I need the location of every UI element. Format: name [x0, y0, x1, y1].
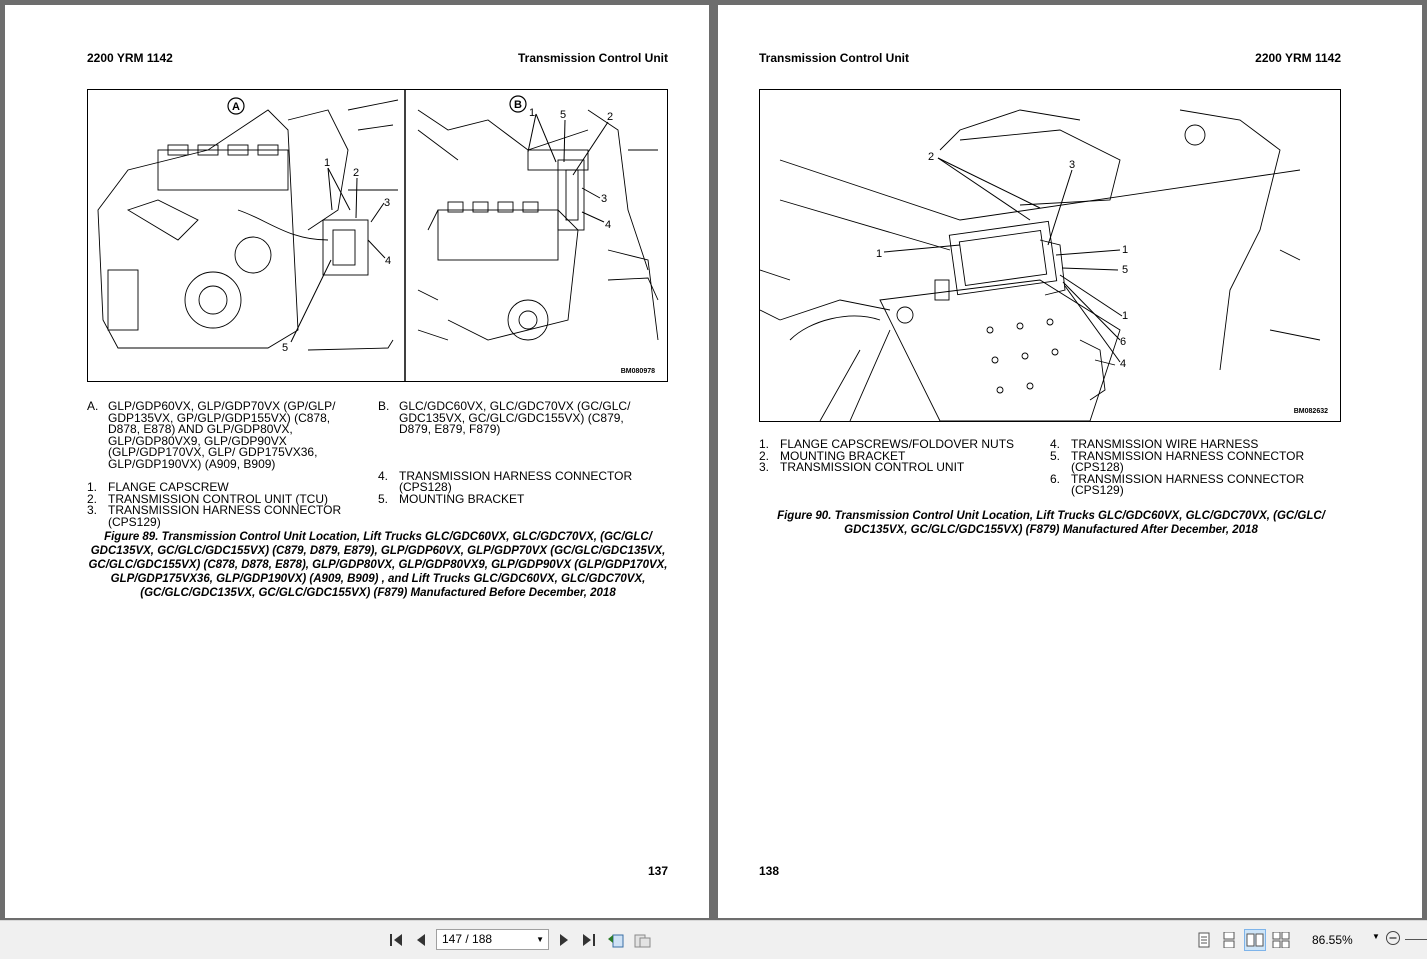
legend-item: 1. FLANGE CAPSCREW — [87, 480, 229, 494]
zoom-dropdown-icon[interactable]: ▼ — [1372, 932, 1380, 941]
zoom-level[interactable]: 86.55% — [1312, 933, 1353, 947]
svg-text:1: 1 — [324, 157, 331, 169]
continuous-facing-icon[interactable] — [1270, 929, 1292, 951]
figure-code: BM082632 — [1293, 408, 1328, 415]
legend-item: 4. TRANSMISSION HARNESS CONNECTOR (CPS128) — [378, 468, 633, 494]
panel-b-leaders — [528, 114, 608, 222]
svg-text:4: 4 — [605, 219, 612, 231]
page-number: 137 — [647, 864, 668, 878]
last-page-icon[interactable] — [578, 929, 600, 951]
figure-90-illustration — [759, 89, 1341, 422]
viewer-toolbar — [0, 920, 1427, 959]
figure-89-caption: Figure 89. Transmission Control Unit Location, Lift Trucks GLC/GDC60VX, GLC/GDC70VX, (GC/GLC/ GDC135VX, GC/GLC/GDC155VX) (C879, D879, E879), GLP/GDP60VX, GLP/GDP70VX (GC/GLC/GDC135VX, GC/GLC/GDC155VX) (C878, D878, E878), GLP/GDP80VX, GLP/GDP80VX9, GLP/GDP90VX (GLP/GDP170VX, GLP/GDP175VX36, GLP/GDP190VX) (A909, B909) , and Lift Trucks GLC/GDC60VX, GLC/GDC70VX, (GC/GLC/GDC135VX, GC/GLC/GDC155VX) (F879) Manufactured Before December, 2018 — [88, 531, 668, 599]
panel-a-leaders — [291, 168, 385, 342]
legend-item: 4. TRANSMISSION WIRE HARNESS — [1050, 437, 1259, 451]
svg-text:2: 2 — [353, 167, 360, 179]
svg-text:5: 5 — [1122, 264, 1129, 276]
previous-page-icon[interactable] — [410, 929, 432, 951]
svg-text:1: 1 — [1122, 244, 1129, 256]
figure-90-drawing — [760, 90, 1340, 421]
first-page-icon[interactable] — [385, 929, 407, 951]
svg-text:2: 2 — [928, 151, 935, 163]
panel-b-callouts — [529, 107, 613, 231]
header-doc-id: 2200 YRM 1142 — [87, 51, 173, 65]
panel-b-label: B — [514, 99, 522, 111]
legend-item: 2. MOUNTING BRACKET — [759, 448, 906, 463]
figure-89-illustration — [87, 89, 668, 382]
panel-a-label: A — [232, 101, 240, 113]
svg-text:2: 2 — [607, 111, 614, 123]
svg-text:1: 1 — [1122, 310, 1129, 322]
document-page-right — [718, 5, 1422, 918]
legend-item: 3. TRANSMISSION HARNESS CONNECTOR (CPS129) — [87, 503, 342, 529]
legend-item: 5. MOUNTING BRACKET — [378, 491, 525, 506]
figure-90-legend-left — [759, 439, 1029, 474]
legend-item: 1. FLANGE CAPSCREWS/FOLDOVER NUTS — [759, 437, 1015, 451]
next-view-icon[interactable] — [631, 929, 653, 951]
chevron-down-icon: ▼ — [536, 935, 544, 944]
svg-text:3: 3 — [384, 197, 391, 209]
figure-code: BM080978 — [620, 368, 655, 375]
legend-item: 2. TRANSMISSION CONTROL UNIT (TCU) — [87, 491, 329, 506]
figure-89-drawing — [88, 90, 667, 381]
figure-90-caption: Figure 90. Transmission Control Unit Location, Lift Trucks GLC/GDC60VX, GLC/GDC70VX, (GC/GLC/ GDC135VX, GC/GLC/GDC155VX) (F879) Manufactured After December, 2018 — [777, 510, 1325, 536]
zoom-out-icon[interactable] — [1385, 930, 1401, 951]
header-doc-id: 2200 YRM 1142 — [1255, 51, 1341, 65]
zoom-slider[interactable] — [1405, 939, 1427, 940]
next-page-icon[interactable] — [553, 929, 575, 951]
figure-90-leaders — [884, 158, 1122, 362]
variant-a-description: A. GLP/GDP60VX, GLP/GDP70VX (GP/GLP/ GDP135VX, GP/GLP/GDP155VX) (C878, D878, E878) AND GLP/GDP80VX, GLP/GDP80VX9, GLP/GDP90VX (GLP/GDP170VX, GLP/ GDP175VX36, GLP/GDP190VX) (A909, B909) 1. FLANGE CAPSCREW 2. TRANSMISSION CONTROL UNIT (TCU) 3. TRANSMISSION HARNESS CONNECTOR (CPS129) — [87, 401, 357, 528]
header-section-title: Transmission Control Unit — [759, 51, 910, 65]
svg-text:3: 3 — [601, 193, 608, 205]
document-page-left — [5, 5, 709, 918]
continuous-page-icon[interactable] — [1218, 929, 1240, 951]
svg-text:1: 1 — [876, 248, 883, 260]
previous-view-icon[interactable] — [605, 929, 627, 951]
panel-b-transmission-sketch — [418, 110, 658, 340]
legend-item: 5. TRANSMISSION HARNESS CONNECTOR (CPS128) — [1050, 448, 1305, 474]
legend-item: 3. TRANSMISSION CONTROL UNIT — [759, 460, 965, 474]
svg-text:4: 4 — [385, 255, 392, 267]
page-number: 138 — [759, 864, 780, 878]
svg-text:1: 1 — [529, 107, 536, 119]
tcu-installation-sketch — [760, 110, 1320, 421]
panel-a-transmission-sketch — [98, 100, 398, 350]
svg-text:5: 5 — [282, 342, 289, 354]
panel-a-callouts — [282, 157, 391, 354]
single-page-icon[interactable] — [1193, 929, 1215, 951]
variant-b-description: B. GLC/GDC60VX, GLC/GDC70VX (GC/GLC/ GDC135VX, GC/GLC/GDC155VX) (C879, D879, E879, F879) 4. TRANSMISSION HARNESS CONNECTOR (CPS128) 5. MOUNTING BRACKET — [378, 401, 658, 505]
svg-text:5: 5 — [560, 109, 567, 121]
page-number-input[interactable]: 147 / 188 ▼ — [436, 929, 549, 950]
svg-text:4: 4 — [1120, 358, 1127, 370]
facing-pages-icon[interactable] — [1244, 929, 1266, 951]
legend-item: 6. TRANSMISSION HARNESS CONNECTOR (CPS129) — [1050, 471, 1305, 497]
figure-90-legend-right — [1050, 439, 1310, 497]
figure-90-callouts — [876, 151, 1128, 370]
svg-text:3: 3 — [1069, 159, 1076, 171]
header-section-title: Transmission Control Unit — [517, 51, 668, 65]
svg-text:6: 6 — [1120, 336, 1127, 348]
